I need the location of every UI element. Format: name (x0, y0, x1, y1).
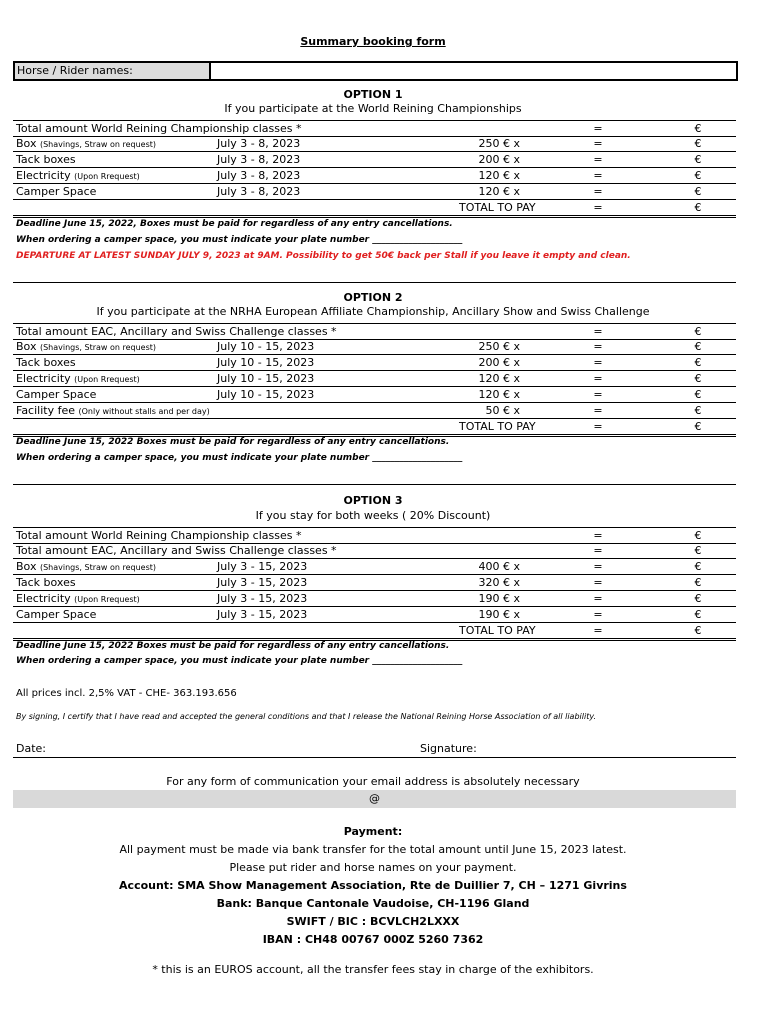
row-date: July 3 - 8, 2023 (217, 169, 301, 182)
names-label: Horse / Rider names: (15, 63, 211, 79)
row-item: Camper Space (16, 185, 97, 198)
row-price: 120 € x (478, 185, 520, 198)
row-currency[interactable]: € (694, 153, 702, 166)
row-equals: = (593, 169, 603, 182)
email-instruction: For any form of communication your email address is absolutely necessary (166, 775, 580, 788)
row-price: 120 € x (478, 388, 520, 401)
form-title: Summary booking form (300, 35, 446, 48)
option2-subtitle: If you participate at the NRHA European Affiliate Championship, Ancillary Show and Swiss Challenge (96, 305, 650, 318)
row-currency[interactable]: € (694, 529, 702, 542)
table-row (13, 527, 736, 544)
option1-deadline: Deadline June 15, 2022, Boxes must be paid for regardless of any entry cancellations. (16, 219, 453, 229)
row-item: Facility fee (Only without stalls and per day) (16, 404, 210, 417)
row-price: 250 € x (478, 137, 520, 150)
payment-heading: Payment: (343, 825, 403, 838)
divider (13, 484, 736, 485)
vat-note: All prices incl. 2,5% VAT - CHE- 363.193.656 (16, 688, 237, 699)
row-equals: = (593, 560, 603, 573)
table-row (13, 136, 736, 152)
option3-subtitle: If you stay for both weeks ( 20% Discount) (255, 509, 491, 522)
row-item: Total amount World Reining Championship classes * (16, 122, 302, 135)
row-equals: = (593, 185, 603, 198)
total-currency[interactable]: € (694, 201, 702, 214)
total-row (13, 200, 736, 218)
row-date: July 3 - 15, 2023 (217, 576, 308, 589)
row-equals: = (593, 404, 603, 417)
row-equals: = (593, 356, 603, 369)
option3-plate: When ordering a camper space, you must indicate your plate number ____________________ (16, 656, 463, 666)
row-equals: = (593, 153, 603, 166)
table-row (13, 339, 736, 355)
row-currency[interactable]: € (694, 169, 702, 182)
payment-footnote: * this is an EUROS account, all the transfer fees stay in charge of the exhibitors. (152, 963, 594, 976)
row-item: Box (Shavings, Straw on request) (16, 340, 157, 353)
row-currency[interactable]: € (694, 544, 702, 557)
row-currency[interactable]: € (694, 340, 702, 353)
row-equals: = (593, 325, 603, 338)
row-item: Electricity (Upon Rrequest) (16, 592, 140, 605)
table-row (13, 371, 736, 387)
table-row (13, 591, 736, 607)
row-price: 120 € x (478, 372, 520, 385)
row-price: 320 € x (478, 576, 520, 589)
option3-deadline: Deadline June 15, 2022 Boxes must be paid for regardless of any entry cancellations. (16, 641, 450, 651)
row-price: 200 € x (478, 153, 520, 166)
row-item: Tack boxes (16, 153, 76, 166)
signature-label: Signature: (420, 742, 477, 755)
row-currency[interactable]: € (694, 608, 702, 621)
row-item: Electricity (Upon Rrequest) (16, 169, 140, 182)
row-equals: = (593, 608, 603, 621)
table-row (13, 323, 736, 340)
row-equals: = (593, 592, 603, 605)
row-currency[interactable]: € (694, 576, 702, 589)
row-currency[interactable]: € (694, 356, 702, 369)
row-equals: = (593, 388, 603, 401)
row-date: July 3 - 8, 2023 (217, 137, 301, 150)
payment-iban: IBAN : CH48 00767 000Z 5260 7362 (262, 933, 484, 946)
table-row (13, 559, 736, 575)
payment-line1: All payment must be made via bank transfer for the total amount until June 15, 2023 latest. (119, 843, 627, 856)
option1-departure: DEPARTURE AT LATEST SUNDAY JULY 9, 2023 at 9AM. Possibility to get 50€ back per Stall if you leave it empty and clean. (16, 251, 631, 261)
email-at-sign: @ (369, 792, 380, 805)
row-currency[interactable]: € (694, 388, 702, 401)
row-equals: = (593, 576, 603, 589)
date-label: Date: (16, 742, 46, 755)
payment-bank: Bank: Banque Cantonale Vaudoise, CH-1196 Gland (216, 897, 530, 910)
table-row (13, 168, 736, 184)
row-item: Box (Shavings, Straw on request) (16, 137, 157, 150)
row-currency[interactable]: € (694, 122, 702, 135)
total-currency[interactable]: € (694, 624, 702, 637)
table-row (13, 607, 736, 623)
total-equals: = (593, 420, 603, 433)
row-item: Total amount EAC, Ancillary and Swiss Challenge classes * (16, 325, 337, 338)
row-currency[interactable]: € (694, 592, 702, 605)
payment-swift: SWIFT / BIC : BCVLCH2LXXX (286, 915, 460, 928)
row-date: July 10 - 15, 2023 (217, 340, 315, 353)
row-currency[interactable]: € (694, 372, 702, 385)
total-equals: = (593, 624, 603, 637)
row-item: Electricity (Upon Rrequest) (16, 372, 140, 385)
row-equals: = (593, 372, 603, 385)
row-currency[interactable]: € (694, 325, 702, 338)
row-equals: = (593, 137, 603, 150)
option2-plate: When ordering a camper space, you must indicate your plate number ____________________ (16, 453, 463, 463)
divider (13, 282, 736, 283)
total-row (13, 419, 736, 437)
row-equals: = (593, 340, 603, 353)
row-price: 50 € x (485, 404, 520, 417)
names-input[interactable] (214, 63, 736, 79)
total-label: TOTAL TO PAY (459, 201, 536, 214)
payment-line2: Please put rider and horse names on your payment. (229, 861, 517, 874)
row-equals: = (593, 529, 603, 542)
row-price: 190 € x (478, 608, 520, 621)
table-row (13, 355, 736, 371)
payment-account: Account: SMA Show Management Association, Rte de Duillier 7, CH – 1271 Givrins (119, 879, 627, 892)
row-date: July 3 - 15, 2023 (217, 560, 308, 573)
option2-deadline: Deadline June 15, 2022 Boxes must be paid for regardless of any entry cancellations. (16, 437, 450, 447)
row-price: 200 € x (478, 356, 520, 369)
row-item: Tack boxes (16, 356, 76, 369)
row-date: July 10 - 15, 2023 (217, 356, 315, 369)
table-row (13, 575, 736, 591)
row-date: July 10 - 15, 2023 (217, 388, 315, 401)
row-price: 120 € x (478, 169, 520, 182)
row-item: Camper Space (16, 608, 97, 621)
row-price: 400 € x (478, 560, 520, 573)
table-row (13, 184, 736, 200)
total-label: TOTAL TO PAY (459, 420, 536, 433)
total-label: TOTAL TO PAY (459, 624, 536, 637)
option1-subtitle: If you participate at the World Reining Championships (224, 102, 522, 115)
row-item: Total amount World Reining Championship classes * (16, 529, 302, 542)
row-currency[interactable]: € (694, 137, 702, 150)
row-date: July 3 - 8, 2023 (217, 185, 301, 198)
option3-title: OPTION 3 (343, 494, 403, 507)
row-equals: = (593, 122, 603, 135)
row-price: 190 € x (478, 592, 520, 605)
table-row (13, 152, 736, 168)
option1-title: OPTION 1 (343, 88, 403, 101)
option1-plate: When ordering a camper space, you must indicate your plate number ____________________ (16, 235, 463, 245)
row-currency[interactable]: € (694, 185, 702, 198)
row-date: July 3 - 15, 2023 (217, 608, 308, 621)
row-item: Total amount EAC, Ancillary and Swiss Challenge classes * (16, 544, 337, 557)
total-equals: = (593, 201, 603, 214)
signature-line (13, 757, 736, 758)
row-date: July 3 - 8, 2023 (217, 153, 301, 166)
row-date: July 10 - 15, 2023 (217, 372, 315, 385)
row-item: Tack boxes (16, 576, 76, 589)
table-row (13, 403, 736, 419)
table-row (13, 387, 736, 403)
row-item: Camper Space (16, 388, 97, 401)
row-price: 250 € x (478, 340, 520, 353)
total-currency[interactable]: € (694, 420, 702, 433)
signing-note: By signing, I certify that I have read and accepted the general conditions and that I release the National Reining Horse Association of all liability. (16, 712, 596, 721)
row-currency[interactable]: € (694, 560, 702, 573)
row-date: July 3 - 15, 2023 (217, 592, 308, 605)
table-row (13, 120, 736, 137)
email-field[interactable] (13, 790, 736, 808)
row-equals: = (593, 544, 603, 557)
option2-title: OPTION 2 (343, 291, 403, 304)
table-row (13, 543, 736, 559)
names-row (13, 61, 738, 81)
total-row (13, 623, 736, 641)
row-currency[interactable]: € (694, 404, 702, 417)
row-item: Box (Shavings, Straw on request) (16, 560, 157, 573)
